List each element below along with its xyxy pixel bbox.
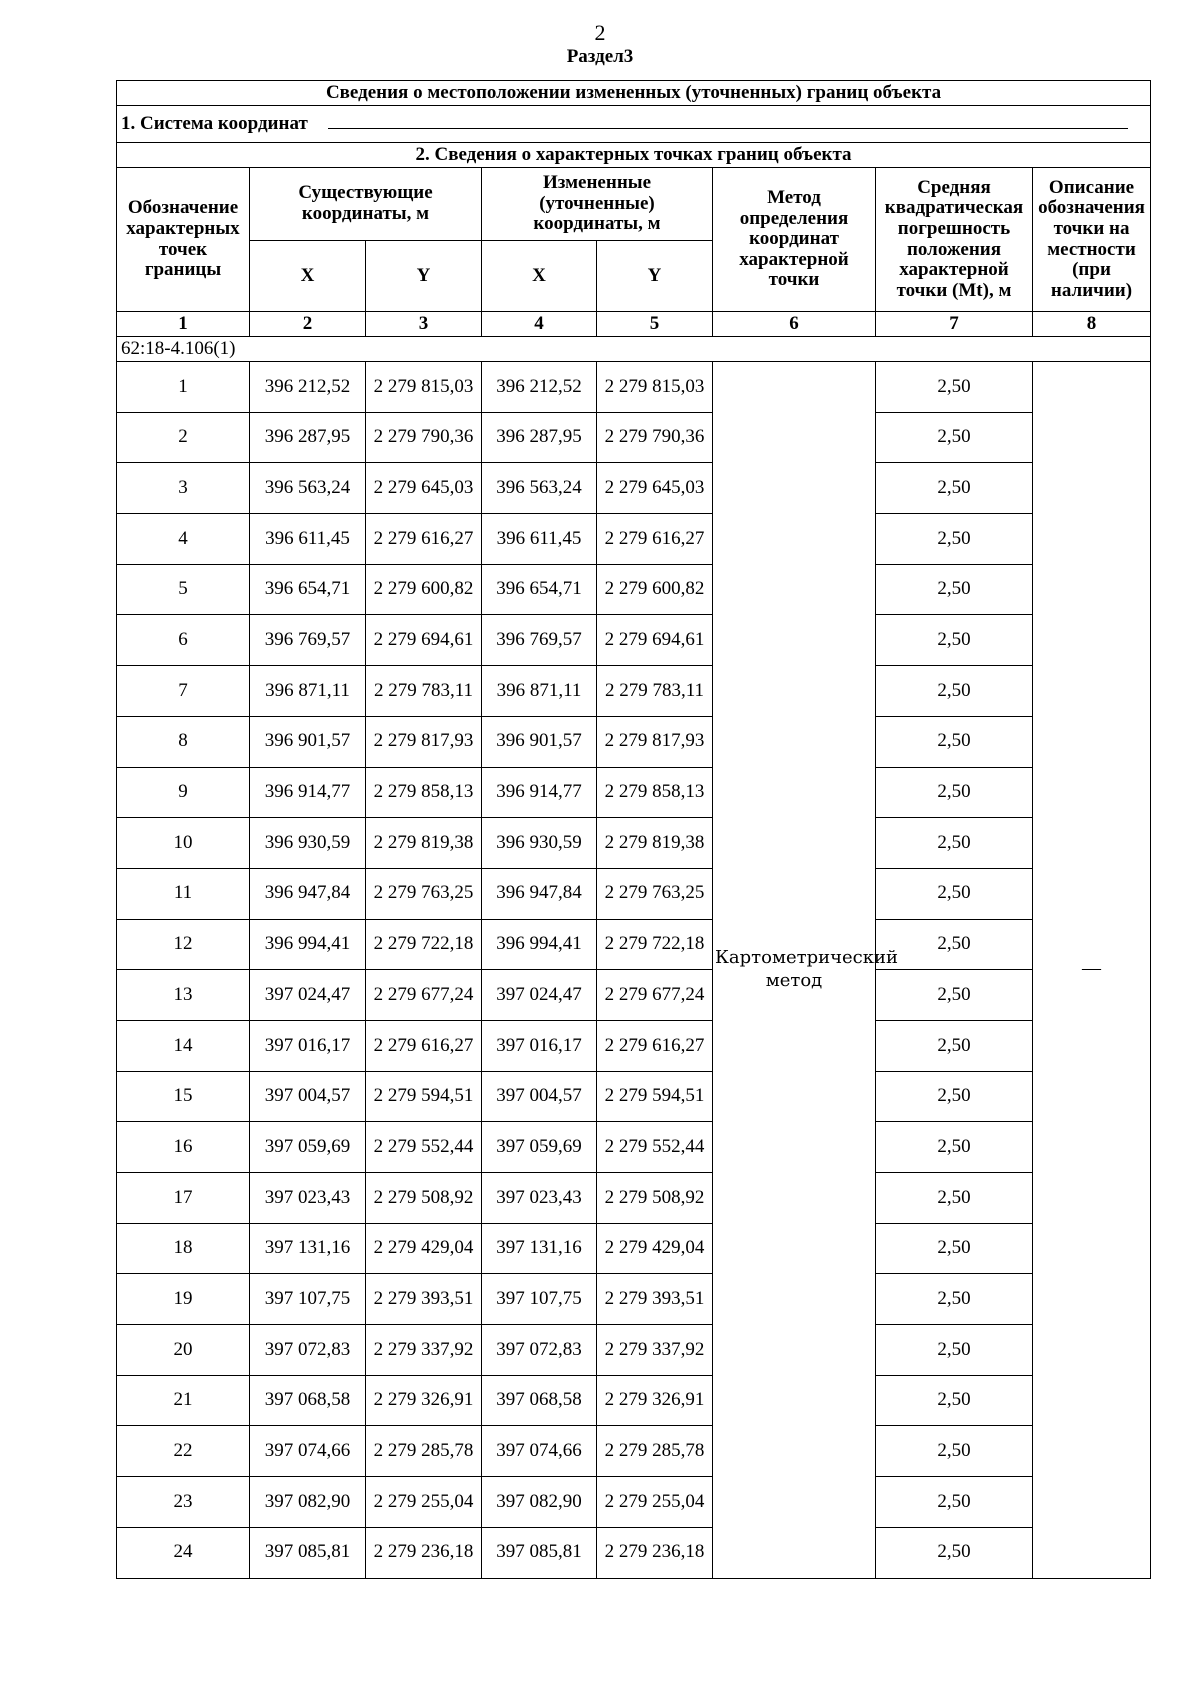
point-number: 16 bbox=[117, 1122, 250, 1173]
point-number: 24 bbox=[117, 1527, 250, 1578]
existing-x: 397 024,47 bbox=[250, 970, 366, 1021]
existing-y: 2 279 285,78 bbox=[366, 1426, 482, 1477]
col-number: 6 bbox=[713, 312, 876, 337]
changed-x: 396 947,84 bbox=[482, 868, 597, 919]
changed-y: 2 279 429,04 bbox=[597, 1223, 713, 1274]
mt-value: 2,50 bbox=[876, 412, 1033, 463]
existing-x: 397 072,83 bbox=[250, 1325, 366, 1376]
changed-y: 2 279 594,51 bbox=[597, 1071, 713, 1122]
table-row bbox=[117, 767, 1151, 818]
mt-value: 2,50 bbox=[876, 1274, 1033, 1325]
col-number: 1 bbox=[117, 312, 250, 337]
table-row bbox=[117, 1122, 1151, 1173]
table-row bbox=[117, 1274, 1151, 1325]
section-title: Раздел3 bbox=[566, 46, 634, 67]
header-existing-x: X bbox=[250, 241, 366, 312]
changed-x: 396 769,57 bbox=[482, 615, 597, 666]
changed-x: 396 871,11 bbox=[482, 666, 597, 717]
changed-x: 397 085,81 bbox=[482, 1527, 597, 1578]
existing-y: 2 279 763,25 bbox=[366, 868, 482, 919]
existing-x: 397 068,58 bbox=[250, 1375, 366, 1426]
coord-system-label: 1. Система координат bbox=[121, 112, 308, 134]
changed-x: 397 068,58 bbox=[482, 1375, 597, 1426]
changed-x: 397 074,66 bbox=[482, 1426, 597, 1477]
existing-y: 2 279 393,51 bbox=[366, 1274, 482, 1325]
changed-y: 2 279 616,27 bbox=[597, 514, 713, 565]
existing-x: 396 994,41 bbox=[250, 919, 366, 970]
changed-x: 396 930,59 bbox=[482, 818, 597, 869]
existing-x: 396 563,24 bbox=[250, 463, 366, 514]
table-row bbox=[117, 412, 1151, 463]
changed-y: 2 279 763,25 bbox=[597, 868, 713, 919]
table-row bbox=[117, 615, 1151, 666]
description-cell: — bbox=[1033, 362, 1151, 1579]
mt-value: 2,50 bbox=[876, 1527, 1033, 1578]
header-mt: Средняя квадратическая погрешность положения характерной точки (Mt), м bbox=[876, 168, 1033, 312]
table-title: Сведения о местоположении измененных (уточненных) границ объекта bbox=[117, 81, 1151, 106]
mt-value: 2,50 bbox=[876, 818, 1033, 869]
changed-x: 397 016,17 bbox=[482, 1020, 597, 1071]
changed-x: 396 994,41 bbox=[482, 919, 597, 970]
header-changed-y: Y bbox=[597, 241, 713, 312]
point-number: 9 bbox=[117, 767, 250, 818]
point-number: 6 bbox=[117, 615, 250, 666]
existing-y: 2 279 819,38 bbox=[366, 818, 482, 869]
existing-y: 2 279 326,91 bbox=[366, 1375, 482, 1426]
table-row bbox=[117, 1071, 1151, 1122]
existing-x: 397 059,69 bbox=[250, 1122, 366, 1173]
existing-x: 396 871,11 bbox=[250, 666, 366, 717]
changed-x: 396 611,45 bbox=[482, 514, 597, 565]
changed-x: 397 107,75 bbox=[482, 1274, 597, 1325]
existing-x: 397 016,17 bbox=[250, 1020, 366, 1071]
table-row bbox=[117, 463, 1151, 514]
changed-y: 2 279 393,51 bbox=[597, 1274, 713, 1325]
table-row bbox=[117, 1477, 1151, 1528]
mt-value: 2,50 bbox=[876, 1426, 1033, 1477]
table-row bbox=[117, 362, 1151, 413]
mt-value: 2,50 bbox=[876, 970, 1033, 1021]
table-row bbox=[117, 716, 1151, 767]
existing-y: 2 279 337,92 bbox=[366, 1325, 482, 1376]
changed-x: 397 004,57 bbox=[482, 1071, 597, 1122]
changed-x: 396 901,57 bbox=[482, 716, 597, 767]
existing-y: 2 279 616,27 bbox=[366, 1020, 482, 1071]
mt-value: 2,50 bbox=[876, 716, 1033, 767]
point-number: 8 bbox=[117, 716, 250, 767]
existing-x: 396 287,95 bbox=[250, 412, 366, 463]
changed-y: 2 279 326,91 bbox=[597, 1375, 713, 1426]
changed-x: 396 287,95 bbox=[482, 412, 597, 463]
col-number: 5 bbox=[597, 312, 713, 337]
point-number: 3 bbox=[117, 463, 250, 514]
mt-value: 2,50 bbox=[876, 1020, 1033, 1071]
mt-value: 2,50 bbox=[876, 362, 1033, 413]
changed-y: 2 279 616,27 bbox=[597, 1020, 713, 1071]
table-row bbox=[117, 514, 1151, 565]
changed-y: 2 279 552,44 bbox=[597, 1122, 713, 1173]
changed-y: 2 279 815,03 bbox=[597, 362, 713, 413]
page-number: 2 bbox=[594, 20, 606, 45]
changed-x: 396 914,77 bbox=[482, 767, 597, 818]
existing-y: 2 279 429,04 bbox=[366, 1223, 482, 1274]
point-number: 17 bbox=[117, 1173, 250, 1224]
mt-value: 2,50 bbox=[876, 1122, 1033, 1173]
col-number: 2 bbox=[250, 312, 366, 337]
existing-y: 2 279 600,82 bbox=[366, 564, 482, 615]
existing-x: 396 901,57 bbox=[250, 716, 366, 767]
coord-system-value-line bbox=[328, 114, 1128, 129]
point-number: 7 bbox=[117, 666, 250, 717]
existing-y: 2 279 645,03 bbox=[366, 463, 482, 514]
table-row bbox=[117, 1426, 1151, 1477]
existing-x: 397 107,75 bbox=[250, 1274, 366, 1325]
changed-y: 2 279 285,78 bbox=[597, 1426, 713, 1477]
point-number: 22 bbox=[117, 1426, 250, 1477]
changed-x: 397 059,69 bbox=[482, 1122, 597, 1173]
existing-x: 397 131,16 bbox=[250, 1223, 366, 1274]
changed-x: 397 024,47 bbox=[482, 970, 597, 1021]
changed-y: 2 279 858,13 bbox=[597, 767, 713, 818]
existing-y: 2 279 236,18 bbox=[366, 1527, 482, 1578]
existing-x: 397 085,81 bbox=[250, 1527, 366, 1578]
point-number: 21 bbox=[117, 1375, 250, 1426]
method-cell: Картометрический метод bbox=[713, 362, 876, 1579]
table-subtitle: 2. Сведения о характерных точках границ объекта bbox=[117, 143, 1151, 168]
point-number: 15 bbox=[117, 1071, 250, 1122]
table-row bbox=[117, 1325, 1151, 1376]
table-row bbox=[117, 818, 1151, 869]
point-number: 5 bbox=[117, 564, 250, 615]
mt-value: 2,50 bbox=[876, 1223, 1033, 1274]
existing-y: 2 279 817,93 bbox=[366, 716, 482, 767]
changed-y: 2 279 819,38 bbox=[597, 818, 713, 869]
existing-y: 2 279 790,36 bbox=[366, 412, 482, 463]
point-number: 19 bbox=[117, 1274, 250, 1325]
existing-x: 396 212,52 bbox=[250, 362, 366, 413]
mt-value: 2,50 bbox=[876, 564, 1033, 615]
table-row bbox=[117, 868, 1151, 919]
point-number: 20 bbox=[117, 1325, 250, 1376]
existing-x: 397 023,43 bbox=[250, 1173, 366, 1224]
table-row bbox=[117, 1173, 1151, 1224]
table-row bbox=[117, 564, 1151, 615]
changed-x: 397 131,16 bbox=[482, 1223, 597, 1274]
mt-value: 2,50 bbox=[876, 463, 1033, 514]
boundary-points-table bbox=[116, 80, 1151, 1579]
header-existing-y: Y bbox=[366, 241, 482, 312]
table-row bbox=[117, 1527, 1151, 1578]
existing-y: 2 279 694,61 bbox=[366, 615, 482, 666]
mt-value: 2,50 bbox=[876, 1071, 1033, 1122]
existing-y: 2 279 783,11 bbox=[366, 666, 482, 717]
table-row bbox=[117, 1020, 1151, 1071]
mt-value: 2,50 bbox=[876, 514, 1033, 565]
table-row bbox=[117, 666, 1151, 717]
col-number: 8 bbox=[1033, 312, 1151, 337]
point-number: 18 bbox=[117, 1223, 250, 1274]
existing-y: 2 279 594,51 bbox=[366, 1071, 482, 1122]
header-changed-x: X bbox=[482, 241, 597, 312]
existing-y: 2 279 722,18 bbox=[366, 919, 482, 970]
header-existing-coords: Существующие координаты, м bbox=[250, 168, 482, 241]
mt-value: 2,50 bbox=[876, 1325, 1033, 1376]
existing-x: 397 074,66 bbox=[250, 1426, 366, 1477]
header-method: Метод определения координат характерной точки bbox=[713, 168, 876, 312]
existing-x: 396 654,71 bbox=[250, 564, 366, 615]
existing-x: 396 611,45 bbox=[250, 514, 366, 565]
point-number: 10 bbox=[117, 818, 250, 869]
mt-value: 2,50 bbox=[876, 615, 1033, 666]
mt-value: 2,50 bbox=[876, 767, 1033, 818]
point-number: 4 bbox=[117, 514, 250, 565]
existing-y: 2 279 815,03 bbox=[366, 362, 482, 413]
table-row bbox=[117, 1375, 1151, 1426]
changed-y: 2 279 694,61 bbox=[597, 615, 713, 666]
existing-y: 2 279 508,92 bbox=[366, 1173, 482, 1224]
col-number: 7 bbox=[876, 312, 1033, 337]
table-row bbox=[117, 970, 1151, 1021]
changed-y: 2 279 722,18 bbox=[597, 919, 713, 970]
existing-x: 396 769,57 bbox=[250, 615, 366, 666]
point-number: 13 bbox=[117, 970, 250, 1021]
existing-y: 2 279 552,44 bbox=[366, 1122, 482, 1173]
changed-x: 397 023,43 bbox=[482, 1173, 597, 1224]
header-changed-coords: Измененные (уточненные) координаты, м bbox=[482, 168, 713, 241]
existing-x: 396 947,84 bbox=[250, 868, 366, 919]
changed-x: 397 082,90 bbox=[482, 1477, 597, 1528]
mt-value: 2,50 bbox=[876, 1173, 1033, 1224]
changed-x: 397 072,83 bbox=[482, 1325, 597, 1376]
changed-x: 396 654,71 bbox=[482, 564, 597, 615]
existing-x: 397 004,57 bbox=[250, 1071, 366, 1122]
point-number: 14 bbox=[117, 1020, 250, 1071]
mt-value: 2,50 bbox=[876, 1375, 1033, 1426]
changed-y: 2 279 677,24 bbox=[597, 970, 713, 1021]
point-number: 11 bbox=[117, 868, 250, 919]
changed-y: 2 279 645,03 bbox=[597, 463, 713, 514]
changed-y: 2 279 337,92 bbox=[597, 1325, 713, 1376]
coord-system-row bbox=[117, 106, 1151, 143]
existing-y: 2 279 255,04 bbox=[366, 1477, 482, 1528]
changed-y: 2 279 817,93 bbox=[597, 716, 713, 767]
existing-y: 2 279 858,13 bbox=[366, 767, 482, 818]
mt-value: 2,50 bbox=[876, 666, 1033, 717]
point-number: 12 bbox=[117, 919, 250, 970]
changed-y: 2 279 236,18 bbox=[597, 1527, 713, 1578]
existing-x: 396 914,77 bbox=[250, 767, 366, 818]
table-row bbox=[117, 919, 1151, 970]
changed-y: 2 279 783,11 bbox=[597, 666, 713, 717]
col-number: 4 bbox=[482, 312, 597, 337]
changed-x: 396 563,24 bbox=[482, 463, 597, 514]
mt-value: 2,50 bbox=[876, 919, 1033, 970]
point-number: 23 bbox=[117, 1477, 250, 1528]
existing-y: 2 279 616,27 bbox=[366, 514, 482, 565]
mt-value: 2,50 bbox=[876, 1477, 1033, 1528]
existing-x: 397 082,90 bbox=[250, 1477, 366, 1528]
col-number: 3 bbox=[366, 312, 482, 337]
table-row bbox=[117, 1223, 1151, 1274]
mt-value: 2,50 bbox=[876, 868, 1033, 919]
changed-x: 396 212,52 bbox=[482, 362, 597, 413]
changed-y: 2 279 600,82 bbox=[597, 564, 713, 615]
point-number: 1 bbox=[117, 362, 250, 413]
point-number: 2 bbox=[117, 412, 250, 463]
changed-y: 2 279 255,04 bbox=[597, 1477, 713, 1528]
header-description: Описание обозначения точки на местности (при наличии) bbox=[1033, 168, 1151, 312]
changed-y: 2 279 790,36 bbox=[597, 412, 713, 463]
changed-y: 2 279 508,92 bbox=[597, 1173, 713, 1224]
existing-y: 2 279 677,24 bbox=[366, 970, 482, 1021]
existing-x: 396 930,59 bbox=[250, 818, 366, 869]
header-point-designation: Обозначение характерных точек границы bbox=[117, 168, 250, 312]
contour-label: 62:18-4.106(1) bbox=[117, 337, 1151, 362]
